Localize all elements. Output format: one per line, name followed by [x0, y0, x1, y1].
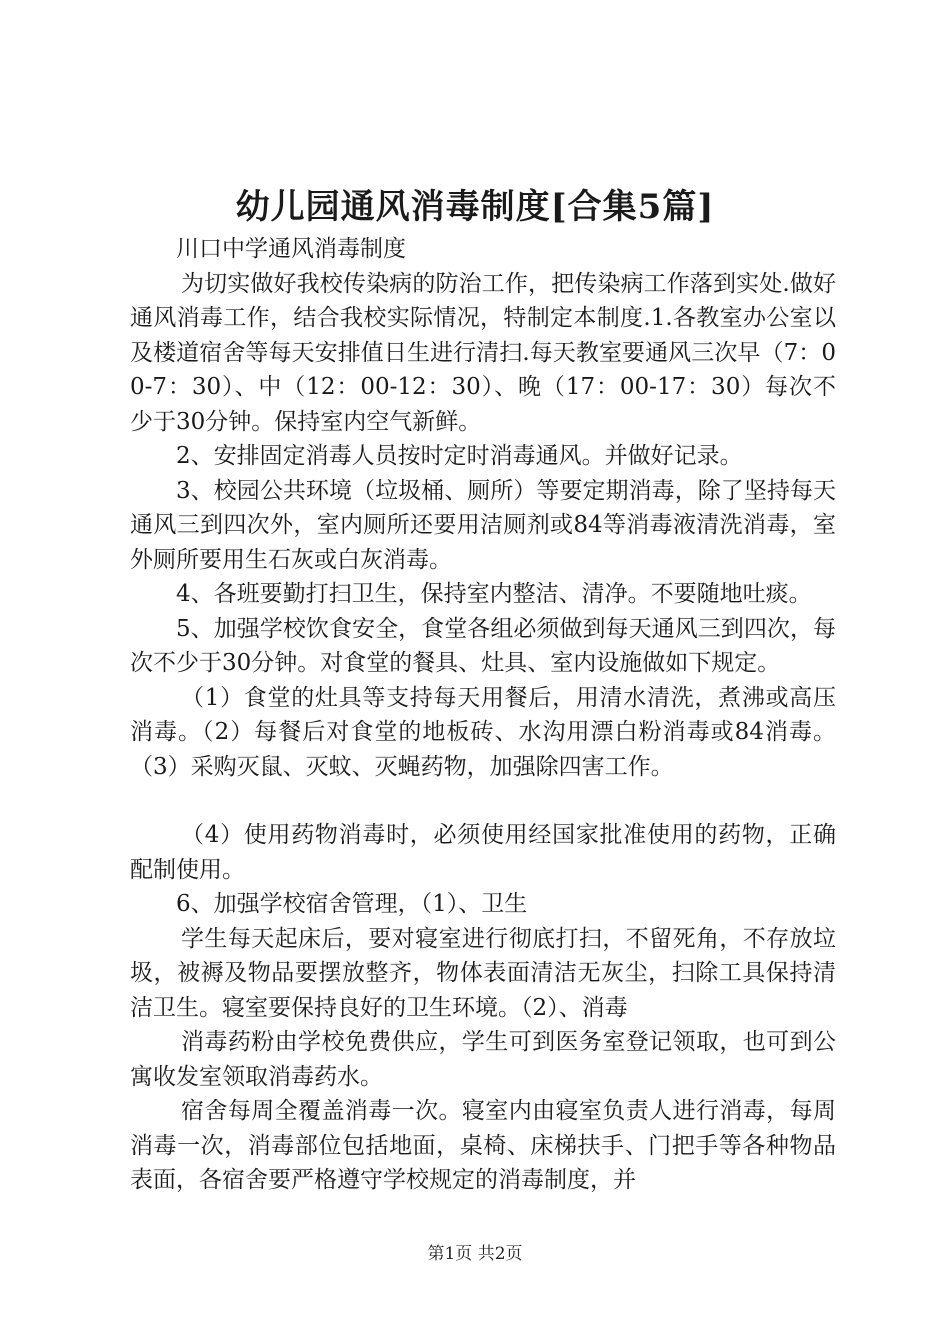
- body-paragraph: 消毒药粉由学校免费供应，学生可到医务室登记领取，也可到公寓收发室领取消毒药水。: [130, 1029, 836, 1090]
- section-heading: 川口中学通风消毒制度: [176, 236, 406, 262]
- page-number: 第1页 共2页: [427, 1244, 523, 1264]
- document-body: [130, 232, 836, 1198]
- body-paragraph: 4、各班要勤打扫卫生，保持室内整洁、清净。不要随地吐痰。: [176, 581, 812, 607]
- body-paragraph: 5、加强学校饮食安全，食堂各组必须做到每天通风三到四次，每次不少于30分钟。对食堂的餐具、灶具、室内设施做如下规定。: [130, 615, 836, 676]
- document-title: 幼儿园通风消毒制度[合集5篇]: [235, 187, 715, 227]
- paragraph-spacer: [130, 784, 836, 818]
- body-paragraph: （4）使用药物消毒时，必须使用经国家批准使用的药物，正确配制使用。: [130, 822, 836, 883]
- body-paragraph: 为切实做好我校传染病的防治工作，把传染病工作落到实处.做好通风消毒工作，结合我校实际情况，特制定本制度.1.各教室办公室以及楼道宿舍等每天安排值日生进行清扫.每天教室要通风三次早（7：00-7：30）、中（12：00-12：30）、晚（17：00-17：30）每次不少于30分钟。保持室内空气新鲜。: [130, 270, 836, 435]
- body-paragraph: （1）食堂的灶具等支持每天用餐后，用清水清洗，煮沸或高压消毒。（2）每餐后对食堂的地板砖、水沟用漂白粉消毒或84消毒。（3）采购灭鼠、灭蚊、灭蝇药物，加强除四害工作。: [130, 684, 836, 780]
- body-paragraph: 6、加强学校宿舍管理，（1）、卫生: [176, 891, 528, 917]
- body-paragraph: 宿舍每周全覆盖消毒一次。寝室内由寝室负责人进行消毒，每周消毒一次，消毒部位包括地面，桌椅、床梯扶手、门把手等各种物品表面，各宿舍要严格遵守学校规定的消毒制度，并: [130, 1098, 836, 1193]
- body-paragraph: 2、安排固定消毒人员按时定时消毒通风。并做好记录。: [176, 443, 743, 469]
- body-paragraph: 学生每天起床后，要对寝室进行彻底打扫，不留死角，不存放垃圾，被褥及物品要摆放整齐，物体表面清洁无灰尘，扫除工具保持清洁卫生。寝室要保持良好的卫生环境。（2）、消毒: [130, 925, 836, 1021]
- body-paragraph: 3、校园公共环境（垃圾桶、厕所）等要定期消毒，除了坚持每天通风三到四次外，室内厕所还要用洁厕剂或84等消毒液清洗消毒，室外厕所要用生石灰或白灰消毒。: [130, 477, 836, 573]
